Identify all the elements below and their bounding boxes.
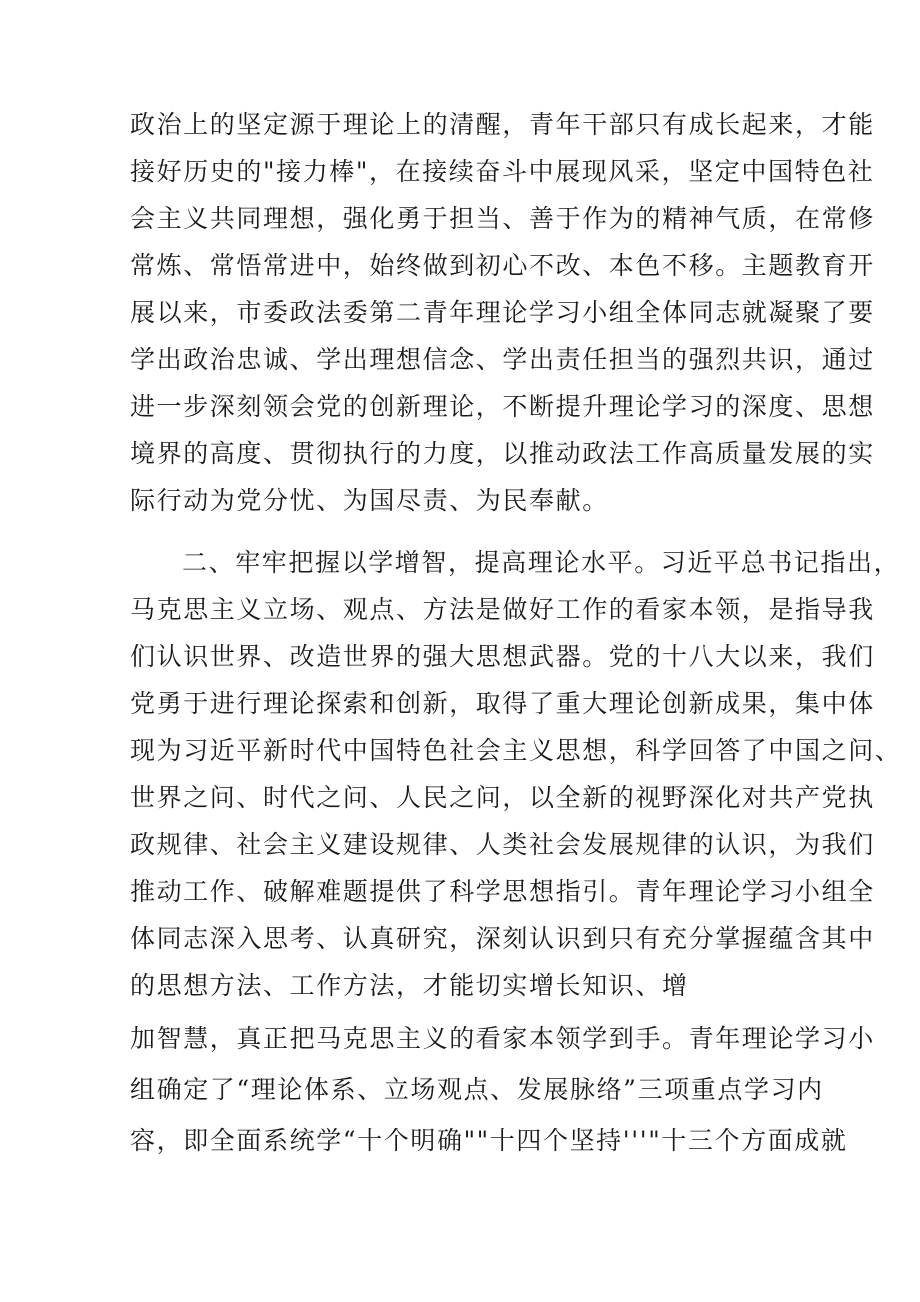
text-line: 学出政治忠诚、学出理想信念、学出责任担当的强烈共识，通过	[130, 345, 875, 374]
text-line: 容，即全面系统学“十个明确""十四个坚持'''"十三个方面成就	[130, 1126, 848, 1155]
text-line: 推动工作、破解难题提供了科学思想指引。青年理论学习小组全	[130, 877, 875, 906]
text-line: 世界之问、时代之问、人民之问，以全新的视野深化对共产党执	[130, 783, 875, 812]
text-line: 马克思主义立场、观点、方法是做好工作的看家本领，是指导我	[130, 595, 875, 624]
section-heading-line: 二、牢牢把握以学增智，提高理论水平。习近平总书记指出，	[182, 548, 901, 577]
text-line: 体同志深入思考、认真研究，深刻认识到只有充分掌握蕴含其中	[130, 924, 875, 953]
text-line: 常炼、常悟常进中，始终做到初心不改、本色不移。主题教育开	[130, 251, 875, 280]
text-line: 们认识世界、改造世界的强大思想武器。党的十八大以来，我们	[130, 642, 875, 671]
text-line: 际行动为党分忧、为国尽责、为民奉献。	[130, 486, 609, 515]
text-line: 的思想方法、工作方法，才能切实增长知识、增	[130, 971, 689, 1000]
text-line: 进一步深刻领会党的创新理论，不断提升理论学习的深度、思想	[130, 392, 875, 421]
text-line: 党勇于进行理论探索和创新，取得了重大理论创新成果，集中体	[130, 689, 875, 718]
text-line: 政治上的坚定源于理论上的清醒，青年干部只有成长起来，才能	[130, 110, 875, 139]
text-line: 展以来，市委政法委第二青年理论学习小组全体同志就凝聚了要	[130, 298, 875, 327]
text-line: 组确定了“理论体系、立场观点、发展脉络”三项重点学习内	[130, 1075, 824, 1104]
text-line: 会主义共同理想，强化勇于担当、善于作为的精神气质，在常修	[130, 204, 875, 233]
text-line: 现为习近平新时代中国特色社会主义思想，科学回答了中国之问、	[130, 736, 902, 765]
text-line: 境界的高度、贯彻执行的力度，以推动政法工作高质量发展的实	[130, 439, 875, 468]
text-line: 加智慧，真正把马克思主义的看家本领学到手。青年理论学习小	[130, 1024, 875, 1053]
text-line: 政规律、社会主义建设规律、人类社会发展规律的认识，为我们	[130, 830, 875, 859]
text-line: 接好历史的"接力棒"，在接续奋斗中展现风采，坚定中国特色社	[130, 157, 875, 186]
